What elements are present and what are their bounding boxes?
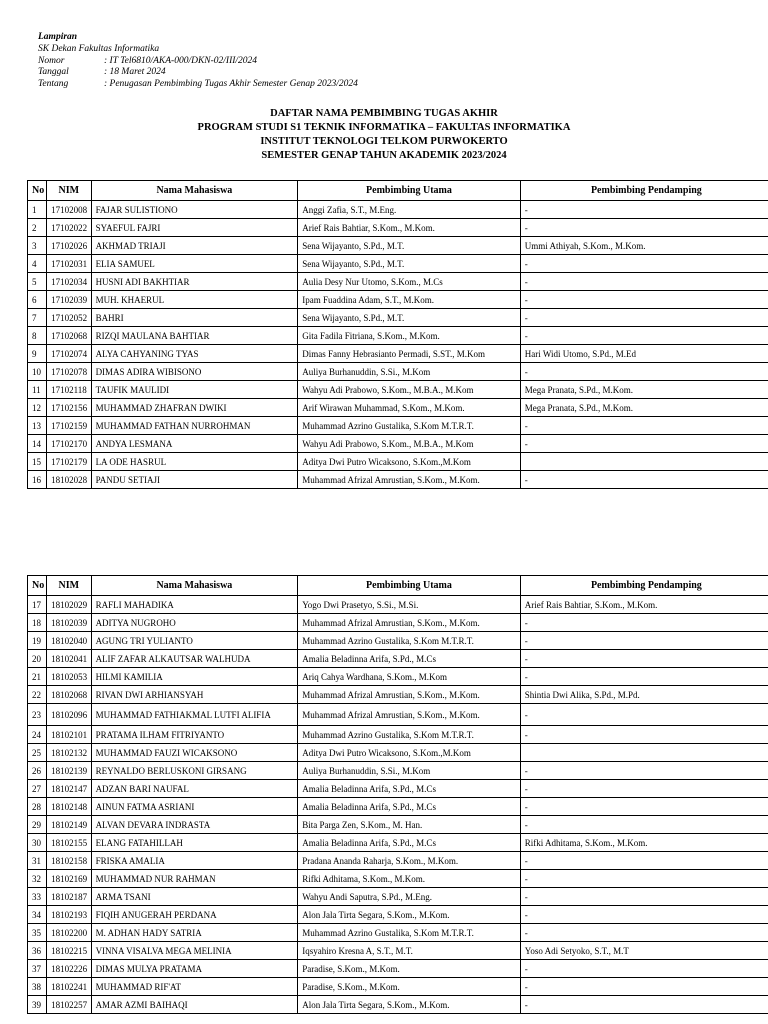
table-row: [28, 906, 768, 924]
col-pembimbing-utama-cell: Muhammad Afrizal Amrustian, S.Kom., M.Kom.: [298, 704, 521, 726]
col-pembimbing-utama-cell: Sena Wijayanto, S.Pd., M.T.: [298, 237, 521, 255]
col-nama-cell: AGUNG TRI YULIANTO: [91, 632, 298, 650]
col-nim-cell: 17102008: [47, 201, 92, 219]
col-no-cell: 38: [28, 978, 47, 996]
col-nama-cell: MUH. KHAERUL: [91, 291, 298, 309]
table-row: [28, 345, 768, 363]
col-pembimbing-utama-header: Pembimbing Utama: [298, 181, 521, 201]
col-nama-cell: FIQIH ANUGERAH PERDANA: [91, 906, 298, 924]
col-pembimbing-utama-cell: Wahyu Adi Prabowo, S.Kom., M.B.A., M.Kom: [298, 381, 521, 399]
col-nim-cell: 18102053: [47, 668, 92, 686]
col-no-cell: 31: [28, 852, 47, 870]
col-nim-cell: 18102101: [47, 726, 92, 744]
col-pembimbing-pendamping-cell: Ummi Athiyah, S.Kom., M.Kom.: [520, 237, 768, 255]
col-no-cell: 10: [28, 363, 47, 381]
col-nama-cell: SYAEFUL FAJRI: [91, 219, 298, 237]
col-no-cell: 37: [28, 960, 47, 978]
title-line: INSTITUT TEKNOLOGI TELKOM PURWOKERTO: [260, 136, 508, 147]
col-pembimbing-pendamping-header: Pembimbing Pendamping: [520, 181, 768, 201]
col-no-cell: 26: [28, 762, 47, 780]
col-no-cell: 9: [28, 345, 47, 363]
col-nim-cell: 18102200: [47, 924, 92, 942]
col-pembimbing-utama-cell: Bita Parga Zen, S.Kom., M. Han.: [298, 816, 521, 834]
meta-key: Nomor: [38, 55, 65, 66]
col-pembimbing-utama-cell: Rifki Adhitama, S.Kom., M.Kom.: [298, 870, 521, 888]
table-row: [28, 363, 768, 381]
col-no-cell: 16: [28, 471, 47, 489]
col-no-cell: 27: [28, 780, 47, 798]
col-nama-cell: AMAR AZMI BAIHAQI: [91, 996, 298, 1014]
table-row: [28, 632, 768, 650]
col-nama-cell: MUHAMMAD FATHAN NURROHMAN: [91, 417, 298, 435]
table-row: [28, 255, 768, 273]
col-pembimbing-pendamping-cell: -: [520, 816, 768, 834]
col-nama-cell: VINNA VISALVA MEGA MELINIA: [91, 942, 298, 960]
table-body: [28, 596, 768, 1014]
col-nim-cell: 17102022: [47, 219, 92, 237]
col-pembimbing-pendamping-cell: Yoso Adi Setyoko, S.T., M.T: [520, 942, 768, 960]
col-pembimbing-utama-cell: Dimas Fanny Hebrasianto Permadi, S.ST., M.Kom: [298, 345, 521, 363]
title-line: PROGRAM STUDI S1 TEKNIK INFORMATIKA – FAKULTAS INFORMATIKA: [197, 122, 571, 133]
table-row: [28, 596, 768, 614]
col-nama-cell: ARMA TSANI: [91, 888, 298, 906]
col-pembimbing-utama-cell: Paradise, S.Kom., M.Kom.: [298, 960, 521, 978]
col-nama-header: Nama Mahasiswa: [91, 181, 298, 201]
meta-value: : IT Tel6810/AKA-000/DKN-02/III/2024: [104, 55, 258, 66]
table-row: [28, 237, 768, 255]
col-no-cell: 5: [28, 273, 47, 291]
col-nim-cell: 17102031: [47, 255, 92, 273]
table-row: [28, 704, 768, 726]
table-row: [28, 201, 768, 219]
col-nama-cell: ANDYA LESMANA: [91, 435, 298, 453]
col-nim-cell: 17102179: [47, 453, 92, 471]
col-pembimbing-pendamping-cell: -: [520, 201, 768, 219]
table-row: [28, 942, 768, 960]
col-nama-cell: DIMAS ADIRA WIBISONO: [91, 363, 298, 381]
col-pembimbing-utama-cell: Ariq Cahya Wardhana, S.Kom., M.Kom: [298, 668, 521, 686]
col-pembimbing-pendamping-cell: -: [520, 435, 768, 453]
col-nim-cell: 18102147: [47, 780, 92, 798]
col-pembimbing-pendamping-header: Pembimbing Pendamping: [520, 576, 768, 596]
col-nama-cell: LA ODE HASRUL: [91, 453, 298, 471]
col-pembimbing-utama-cell: Muhammad Azrino Gustalika, S.Kom M.T.R.T.: [298, 632, 521, 650]
col-pembimbing-pendamping-cell: -: [520, 327, 768, 345]
col-nama-cell: MUHAMMAD RIF'AT: [91, 978, 298, 996]
col-no-cell: 8: [28, 327, 47, 345]
col-pembimbing-pendamping-cell: -: [520, 219, 768, 237]
col-pembimbing-utama-cell: Aulia Desy Nur Utomo, S.Kom., M.Cs: [298, 273, 521, 291]
table-row: [28, 453, 768, 471]
col-nim-cell: 18102028: [47, 471, 92, 489]
meta-row-tentang: [38, 79, 358, 91]
col-pembimbing-utama-cell: Yogo Dwi Prasetyo, S.Si., M.Si.: [298, 596, 521, 614]
col-pembimbing-pendamping-cell: -: [520, 996, 768, 1014]
col-pembimbing-utama-header: Pembimbing Utama: [298, 576, 521, 596]
title-line: SEMESTER GENAP TAHUN AKADEMIK 2023/2024: [261, 150, 507, 161]
meta-row-tanggal: [38, 67, 358, 79]
col-nama-cell: ADITYA NUGROHO: [91, 614, 298, 632]
col-nama-cell: FRISKA AMALIA: [91, 852, 298, 870]
col-pembimbing-utama-cell: Alon Jala Tirta Segara, S.Kom., M.Kom.: [298, 996, 521, 1014]
col-pembimbing-utama-cell: Sena Wijayanto, S.Pd., M.T.: [298, 309, 521, 327]
col-no-cell: 22: [28, 686, 47, 704]
col-pembimbing-pendamping-cell: -: [520, 363, 768, 381]
col-pembimbing-pendamping-cell: -: [520, 726, 768, 744]
col-no-cell: 11: [28, 381, 47, 399]
col-no-header: No: [28, 181, 47, 201]
table-row: [28, 726, 768, 744]
col-pembimbing-utama-cell: Alon Jala Tirta Segara, S.Kom., M.Kom.: [298, 906, 521, 924]
col-pembimbing-pendamping-cell: -: [520, 978, 768, 996]
col-pembimbing-utama-cell: Amalia Beladinna Arifa, S.Pd., M.Cs: [298, 650, 521, 668]
col-nim-cell: 18102139: [47, 762, 92, 780]
col-pembimbing-pendamping-cell: Hari Widi Utomo, S.Pd., M.Ed: [520, 345, 768, 363]
col-nim-cell: 17102074: [47, 345, 92, 363]
col-pembimbing-pendamping-cell: -: [520, 704, 768, 726]
table-row: [28, 978, 768, 996]
col-nim-cell: 18102041: [47, 650, 92, 668]
col-nim-cell: 17102118: [47, 381, 92, 399]
col-no-cell: 15: [28, 453, 47, 471]
col-pembimbing-pendamping-cell: -: [520, 309, 768, 327]
col-pembimbing-pendamping-cell: -: [520, 471, 768, 489]
col-nama-cell: PRATAMA ILHAM FITRIYANTO: [91, 726, 298, 744]
col-no-cell: 30: [28, 834, 47, 852]
col-pembimbing-pendamping-cell: Mega Pranata, S.Pd., M.Kom.: [520, 399, 768, 417]
col-pembimbing-pendamping-cell: -: [520, 650, 768, 668]
table-body: [28, 201, 768, 489]
sk-label: SK Dekan Fakultas Informatika: [38, 43, 160, 54]
col-pembimbing-utama-cell: Auliya Burhanuddin, S.Si., M.Kom: [298, 363, 521, 381]
col-pembimbing-utama-cell: Anggi Zafia, S.T., M.Eng.: [298, 201, 521, 219]
col-no-cell: 4: [28, 255, 47, 273]
col-pembimbing-pendamping-cell: Shintia Dwi Alika, S.Pd., M.Pd.: [520, 686, 768, 704]
table-header-row: [28, 576, 768, 596]
col-nama-cell: HILMI KAMILIA: [91, 668, 298, 686]
table-row: [28, 435, 768, 453]
col-pembimbing-utama-cell: Gita Fadila Fitriana, S.Kom., M.Kom.: [298, 327, 521, 345]
col-nama-cell: MUHAMMAD FATHIAKMAL LUTFI ALIFIA: [91, 704, 298, 726]
table-header-row: [28, 181, 768, 201]
col-no-cell: 19: [28, 632, 47, 650]
col-no-cell: 32: [28, 870, 47, 888]
col-pembimbing-pendamping-cell: -: [520, 888, 768, 906]
col-nim-cell: 17102170: [47, 435, 92, 453]
col-nim-cell: 18102096: [47, 704, 92, 726]
col-pembimbing-pendamping-cell: -: [520, 273, 768, 291]
col-no-cell: 12: [28, 399, 47, 417]
table-row: [28, 399, 768, 417]
table-row: [28, 614, 768, 632]
col-no-cell: 6: [28, 291, 47, 309]
col-nim-cell: 18102149: [47, 816, 92, 834]
table-row: [28, 273, 768, 291]
col-nim-cell: 17102068: [47, 327, 92, 345]
table-row: [28, 960, 768, 978]
col-pembimbing-utama-cell: Paradise, S.Kom., M.Kom.: [298, 978, 521, 996]
col-nim-cell: 18102241: [47, 978, 92, 996]
col-pembimbing-utama-cell: Muhammad Afrizal Amrustian, S.Kom., M.Kom.: [298, 614, 521, 632]
col-no-cell: 34: [28, 906, 47, 924]
col-pembimbing-pendamping-cell: -: [520, 668, 768, 686]
table-row: [28, 668, 768, 686]
col-no-cell: 3: [28, 237, 47, 255]
document-title: [0, 107, 768, 163]
col-nim-cell: 17102156: [47, 399, 92, 417]
col-pembimbing-utama-cell: Wahyu Adi Prabowo, S.Kom., M.B.A., M.Kom: [298, 435, 521, 453]
col-no-cell: 21: [28, 668, 47, 686]
col-pembimbing-pendamping-cell: -: [520, 291, 768, 309]
col-no-cell: 18: [28, 614, 47, 632]
col-pembimbing-utama-cell: Muhammad Azrino Gustalika, S.Kom M.T.R.T.: [298, 726, 521, 744]
col-no-cell: 14: [28, 435, 47, 453]
col-no-header: No: [28, 576, 47, 596]
col-nim-cell: 18102169: [47, 870, 92, 888]
document-header: [38, 32, 358, 91]
col-nim-cell: 18102148: [47, 798, 92, 816]
col-no-cell: 29: [28, 816, 47, 834]
col-nama-cell: ALYA CAHYANING TYAS: [91, 345, 298, 363]
col-pembimbing-utama-cell: Pradana Ananda Raharja, S.Kom., M.Kom.: [298, 852, 521, 870]
table-row: [28, 650, 768, 668]
table-row: [28, 327, 768, 345]
col-nim-cell: 18102029: [47, 596, 92, 614]
table-row: [28, 471, 768, 489]
col-nama-cell: FAJAR SULISTIONO: [91, 201, 298, 219]
col-nama-cell: RIVAN DWI ARHIANSYAH: [91, 686, 298, 704]
col-pembimbing-utama-cell: Sena Wijayanto, S.Pd., M.T.: [298, 255, 521, 273]
col-no-cell: 23: [28, 704, 47, 726]
col-pembimbing-pendamping-cell: Mega Pranata, S.Pd., M.Kom.: [520, 381, 768, 399]
col-no-cell: 24: [28, 726, 47, 744]
table-row: [28, 417, 768, 435]
col-pembimbing-pendamping-cell: -: [520, 906, 768, 924]
col-pembimbing-pendamping-cell: -: [520, 798, 768, 816]
col-nama-cell: AINUN FATMA ASRIANI: [91, 798, 298, 816]
col-pembimbing-utama-cell: Amalia Beladinna Arifa, S.Pd., M.Cs: [298, 780, 521, 798]
col-pembimbing-utama-cell: Muhammad Azrino Gustalika, S.Kom M.T.R.T.: [298, 924, 521, 942]
col-nama-cell: HUSNI ADI BAKHTIAR: [91, 273, 298, 291]
meta-key: Tentang: [38, 79, 69, 90]
col-pembimbing-utama-cell: Auliya Burhanuddin, S.Si., M.Kom: [298, 762, 521, 780]
col-pembimbing-utama-cell: Muhammad Afrizal Amrustian, S.Kom., M.Kom.: [298, 471, 521, 489]
col-no-cell: 20: [28, 650, 47, 668]
col-no-cell: 36: [28, 942, 47, 960]
table-row: [28, 798, 768, 816]
col-pembimbing-pendamping-cell: -: [520, 924, 768, 942]
col-nim-cell: 18102040: [47, 632, 92, 650]
col-nim-cell: 18102132: [47, 744, 92, 762]
col-pembimbing-pendamping-cell: Arief Rais Bahtiar, S.Kom., M.Kom.: [520, 596, 768, 614]
col-nim-cell: 17102026: [47, 237, 92, 255]
col-nama-cell: RAFLI MAHADIKA: [91, 596, 298, 614]
col-nim-cell: 18102193: [47, 906, 92, 924]
col-no-cell: 7: [28, 309, 47, 327]
col-pembimbing-pendamping-cell: -: [520, 417, 768, 435]
col-pembimbing-utama-cell: Arif Wirawan Muhammad, S.Kom., M.Kom.: [298, 399, 521, 417]
col-nama-cell: ALVAN DEVARA INDRASTA: [91, 816, 298, 834]
col-no-cell: 25: [28, 744, 47, 762]
table-row: [28, 852, 768, 870]
col-nama-cell: RIZQI MAULANA BAHTIAR: [91, 327, 298, 345]
table-row: [28, 291, 768, 309]
title-line: DAFTAR NAMA PEMBIMBING TUGAS AKHIR: [270, 108, 498, 119]
table-row: [28, 309, 768, 327]
col-pembimbing-pendamping-cell: -: [520, 780, 768, 798]
col-nim-cell: 17102034: [47, 273, 92, 291]
meta-value: : 18 Maret 2024: [104, 67, 166, 78]
col-pembimbing-pendamping-cell: -: [520, 852, 768, 870]
table-row: [28, 762, 768, 780]
table-row: [28, 870, 768, 888]
col-pembimbing-utama-cell: Muhammad Afrizal Amrustian, S.Kom., M.Kom.: [298, 686, 521, 704]
col-pembimbing-utama-cell: Aditya Dwi Putro Wicaksono, S.Kom.,M.Kom: [298, 744, 521, 762]
col-pembimbing-utama-cell: Amalia Beladinna Arifa, S.Pd., M.Cs: [298, 834, 521, 852]
table-row: [28, 888, 768, 906]
col-nim-cell: 18102039: [47, 614, 92, 632]
table-row: [28, 834, 768, 852]
meta-key: Tanggal: [38, 67, 69, 78]
supervisor-table-1: [27, 180, 768, 489]
col-pembimbing-pendamping-cell: Rifki Adhitama, S.Kom., M.Kom.: [520, 834, 768, 852]
col-pembimbing-utama-cell: Muhammad Azrino Gustalika, S.Kom M.T.R.T.: [298, 417, 521, 435]
col-pembimbing-pendamping-cell: [520, 744, 768, 762]
col-nama-header: Nama Mahasiswa: [91, 576, 298, 596]
col-pembimbing-utama-cell: Iqsyahiro Kresna A, S.T., M.T.: [298, 942, 521, 960]
col-nim-cell: 18102215: [47, 942, 92, 960]
col-nama-cell: DIMAS MULYA PRATAMA: [91, 960, 298, 978]
lampiran-label: Lampiran: [38, 32, 78, 42]
col-nama-cell: ADZAN BARI NAUFAL: [91, 780, 298, 798]
col-nim-cell: 18102257: [47, 996, 92, 1014]
col-nama-cell: ELANG FATAHILLAH: [91, 834, 298, 852]
col-nim-header: NIM: [47, 576, 92, 596]
table-row: [28, 780, 768, 798]
table-row: [28, 816, 768, 834]
col-no-cell: 17: [28, 596, 47, 614]
col-no-cell: 28: [28, 798, 47, 816]
table-row: [28, 219, 768, 237]
col-nim-cell: 17102052: [47, 309, 92, 327]
col-pembimbing-utama-cell: Amalia Beladinna Arifa, S.Pd., M.Cs: [298, 798, 521, 816]
col-nama-cell: ALIF ZAFAR ALKAUTSAR WALHUDA: [91, 650, 298, 668]
col-pembimbing-pendamping-cell: -: [520, 870, 768, 888]
meta-row-nomor: [38, 56, 358, 68]
col-pembimbing-pendamping-cell: -: [520, 632, 768, 650]
supervisor-table-2: [27, 575, 768, 1014]
col-nama-cell: ELIA SAMUEL: [91, 255, 298, 273]
col-nim-cell: 18102226: [47, 960, 92, 978]
col-pembimbing-pendamping-cell: -: [520, 762, 768, 780]
col-nama-cell: AKHMAD TRIAJI: [91, 237, 298, 255]
col-nama-cell: BAHRI: [91, 309, 298, 327]
meta-value: : Penugasan Pembimbing Tugas Akhir Semester Genap 2023/2024: [104, 79, 358, 90]
col-nim-cell: 17102159: [47, 417, 92, 435]
col-pembimbing-pendamping-cell: -: [520, 614, 768, 632]
col-nama-cell: MUHAMMAD FAUZI WICAKSONO: [91, 744, 298, 762]
table-row: [28, 996, 768, 1014]
col-nim-cell: 18102068: [47, 686, 92, 704]
table-row: [28, 381, 768, 399]
col-no-cell: 2: [28, 219, 47, 237]
col-nama-cell: TAUFIK MAULIDI: [91, 381, 298, 399]
col-pembimbing-utama-cell: Arief Rais Bahtiar, S.Kom., M.Kom.: [298, 219, 521, 237]
col-nim-cell: 17102039: [47, 291, 92, 309]
col-pembimbing-utama-cell: Ipam Fuaddina Adam, S.T., M.Kom.: [298, 291, 521, 309]
table-row: [28, 924, 768, 942]
col-nama-cell: MUHAMMAD NUR RAHMAN: [91, 870, 298, 888]
col-nim-cell: 18102155: [47, 834, 92, 852]
col-nim-cell: 17102078: [47, 363, 92, 381]
col-nama-cell: M. ADHAN HADY SATRIA: [91, 924, 298, 942]
col-nim-header: NIM: [47, 181, 92, 201]
col-no-cell: 1: [28, 201, 47, 219]
col-no-cell: 35: [28, 924, 47, 942]
col-pembimbing-pendamping-cell: -: [520, 255, 768, 273]
col-pembimbing-pendamping-cell: [520, 453, 768, 471]
col-nama-cell: REYNALDO BERLUSKONI GIRSANG: [91, 762, 298, 780]
col-pembimbing-utama-cell: Wahyu Andi Saputra, S.Pd., M.Eng.: [298, 888, 521, 906]
col-no-cell: 33: [28, 888, 47, 906]
col-no-cell: 39: [28, 996, 47, 1014]
col-nim-cell: 18102158: [47, 852, 92, 870]
col-pembimbing-pendamping-cell: -: [520, 960, 768, 978]
table-row: [28, 686, 768, 704]
col-no-cell: 13: [28, 417, 47, 435]
table-row: [28, 744, 768, 762]
col-nama-cell: MUHAMMAD ZHAFRAN DWIKI: [91, 399, 298, 417]
col-pembimbing-utama-cell: Aditya Dwi Putro Wicaksono, S.Kom.,M.Kom: [298, 453, 521, 471]
col-nama-cell: PANDU SETIAJI: [91, 471, 298, 489]
col-nim-cell: 18102187: [47, 888, 92, 906]
